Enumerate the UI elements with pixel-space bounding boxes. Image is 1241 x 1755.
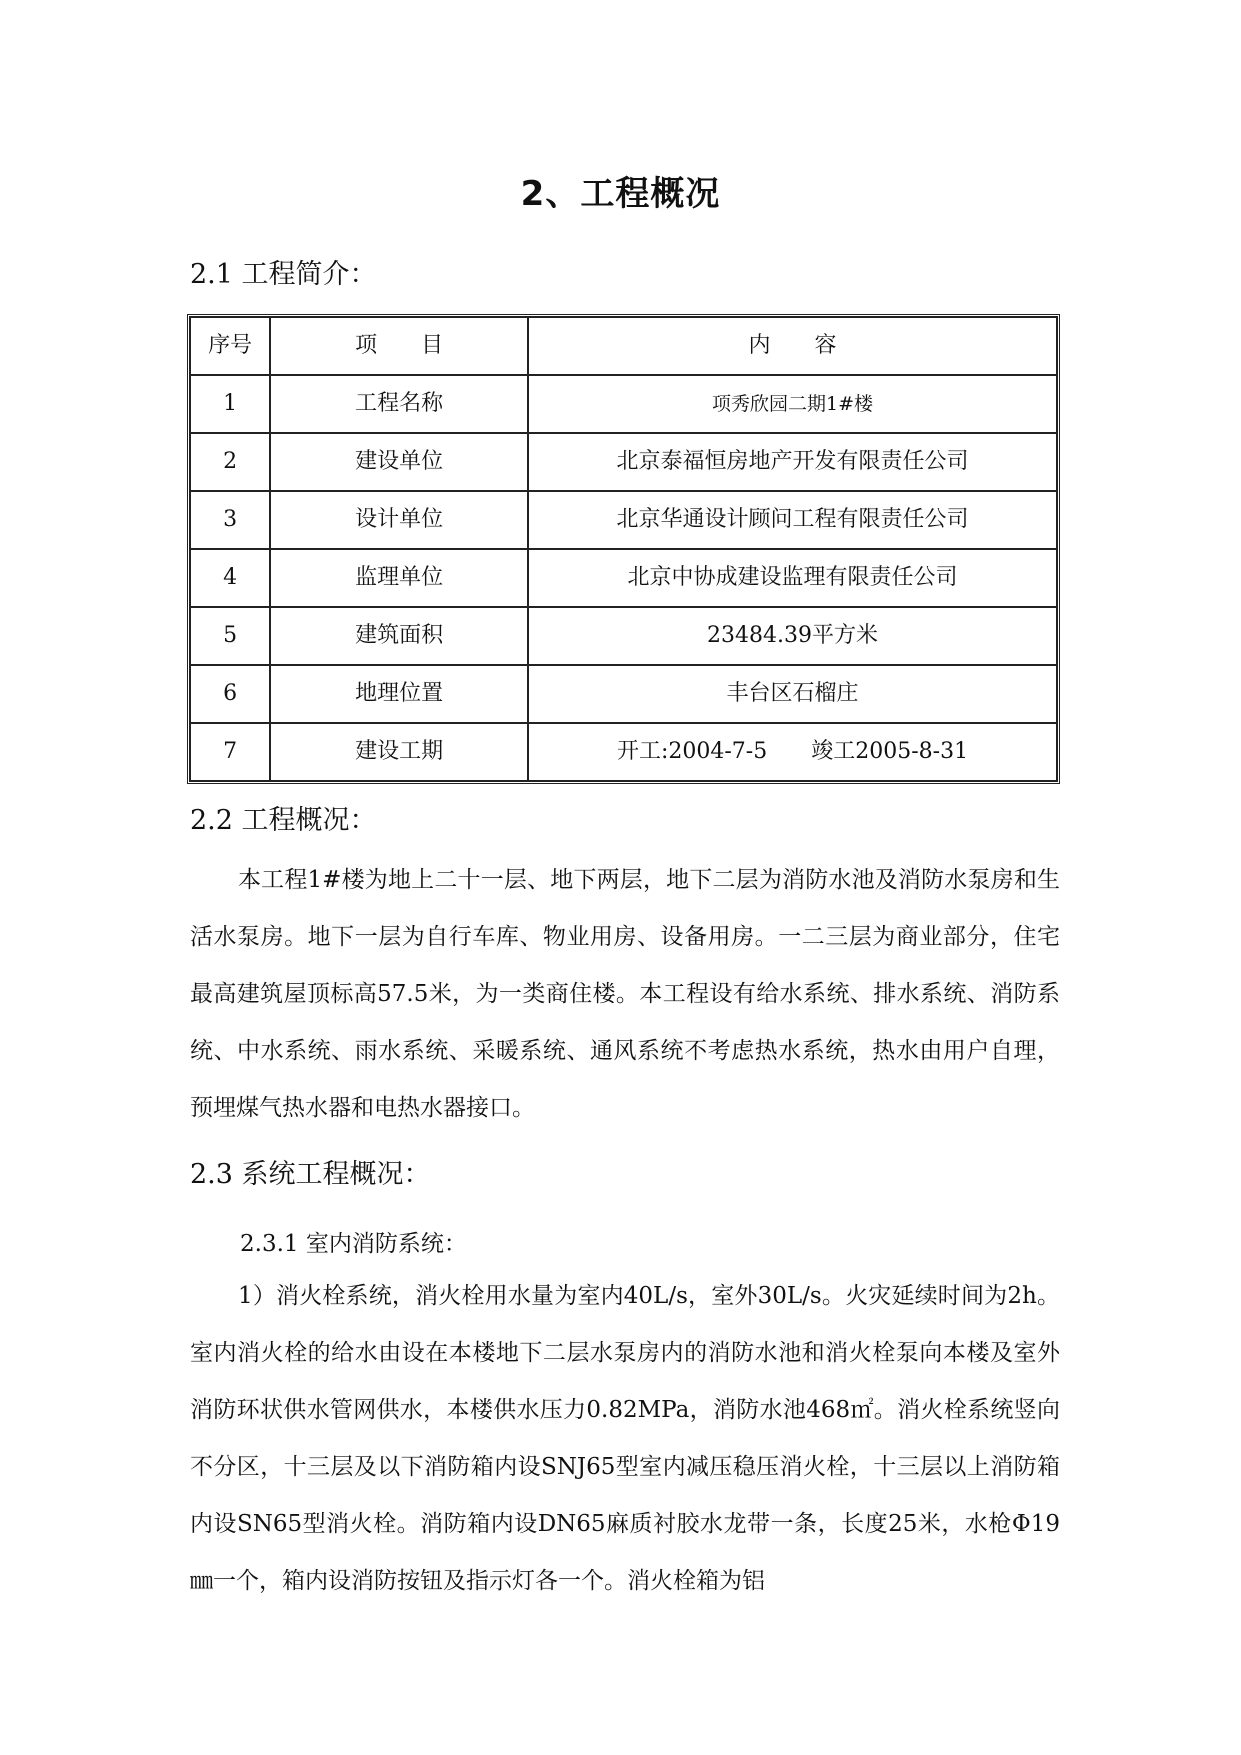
header-cell-content: 内 容 bbox=[528, 317, 1057, 375]
header-cell-no: 序号 bbox=[190, 317, 270, 375]
subsection-heading-2-3-1: 2.3.1 室内消防系统： bbox=[240, 1231, 467, 1257]
table-row bbox=[190, 607, 1057, 665]
cell-no: 6 bbox=[190, 665, 270, 723]
cell-item: 建设工期 bbox=[270, 723, 528, 781]
section-heading-2-3: 2.3 系统工程概况： bbox=[190, 1159, 431, 1190]
cell-no: 2 bbox=[190, 433, 270, 491]
cell-no: 7 bbox=[190, 723, 270, 781]
page-title: 2、工程概况 bbox=[520, 174, 721, 214]
cell-content: 丰台区石榴庄 bbox=[528, 665, 1057, 723]
cell-content: 北京中协成建设监理有限责任公司 bbox=[528, 549, 1057, 607]
section-heading-2-2: 2.2 工程概况： bbox=[190, 805, 377, 836]
header-cell-item: 项 目 bbox=[270, 317, 528, 375]
cell-content: 开工:2004-7-5 竣工2005-8-31 bbox=[528, 723, 1057, 781]
table-row bbox=[190, 375, 1057, 433]
table-row bbox=[190, 549, 1057, 607]
cell-no: 5 bbox=[190, 607, 270, 665]
cell-item: 设计单位 bbox=[270, 491, 528, 549]
cell-item: 工程名称 bbox=[270, 375, 528, 433]
cell-content: 项秀欣园二期1#楼 bbox=[528, 375, 1057, 433]
cell-content: 北京华通设计顾问工程有限责任公司 bbox=[528, 491, 1057, 549]
cell-no: 4 bbox=[190, 549, 270, 607]
cell-content: 23484.39平方米 bbox=[528, 607, 1057, 665]
project-info-table bbox=[187, 314, 1060, 784]
cell-item: 监理单位 bbox=[270, 549, 528, 607]
cell-no: 1 bbox=[190, 375, 270, 433]
cell-content: 北京泰福恒房地产开发有限责任公司 bbox=[528, 433, 1057, 491]
cell-item: 建筑面积 bbox=[270, 607, 528, 665]
table-row bbox=[190, 491, 1057, 549]
table-row bbox=[190, 665, 1057, 723]
cell-item: 地理位置 bbox=[270, 665, 528, 723]
overview-paragraph: 本工程1#楼为地上二十一层、地下两层，地下二层为消防水池及消防水泵房和生活水泵房。地下一层为自行车库、物业用房、设备用房。一二三层为商业部分，住宅最高建筑屋顶标高57.5米，为一类商住楼。本工程设有给水系统、排水系统、消防系统、中水系统、雨水系统、采暖系统、通风系统不考虑热水系统，热水由用户自理，预埋煤气热水器和电热水器接口。 bbox=[190, 867, 1060, 1121]
fire-hydrant-paragraph: 1）消火栓系统，消火栓用水量为室内40L/s，室外30L/s。火灾延续时间为2h。室内消火栓的给水由设在本楼地下二层水泵房内的消防水池和消火栓泵向本楼及室外消防环状供水管网供水，本楼供水压力0.82MPa，消防水池468㎡。消火栓系统竖向不分区，十三层及以下消防箱内设SNJ65型室内减压稳压消火栓，十三层以上消防箱内设SN65型消火栓。消防箱内设DN65麻质衬胶水龙带一条，长度25米，水枪Φ19㎜一个，箱内设消防按钮及指示灯各一个。消火栓箱为铝 bbox=[190, 1283, 1060, 1594]
table-header-row bbox=[190, 317, 1057, 375]
table-row bbox=[190, 433, 1057, 491]
section-heading-2-1: 2.1 工程简介： bbox=[190, 259, 377, 290]
table-row bbox=[190, 723, 1057, 781]
cell-no: 3 bbox=[190, 491, 270, 549]
cell-item: 建设单位 bbox=[270, 433, 528, 491]
